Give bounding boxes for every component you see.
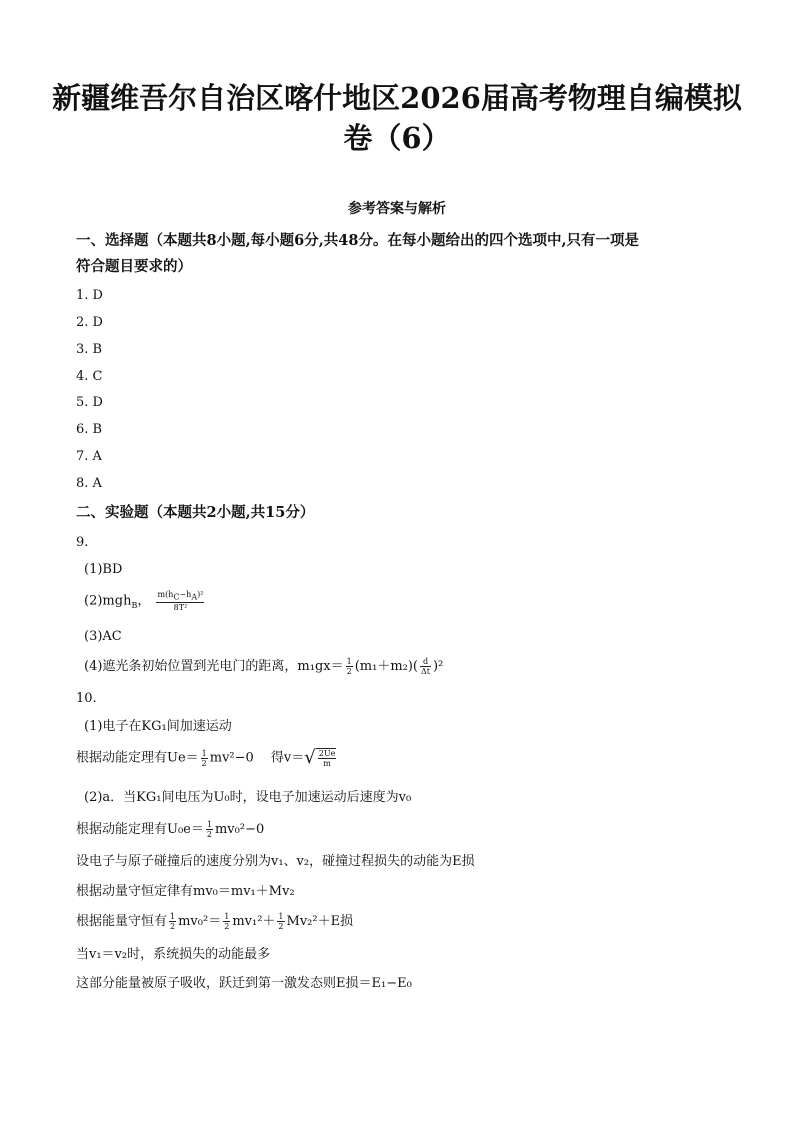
q9-part1: (1)BD [84, 562, 123, 577]
fraction-half: $\frac{1}{2}$ [224, 912, 230, 931]
q10-line3: (2)a．当KG₁间电压为U₀时，设电子加速运动后速度为v₀ [84, 790, 412, 805]
answer-3: 3. B [76, 342, 103, 357]
q9-part2 [84, 590, 206, 615]
section1-heading-line2: 符合题目要求的） [76, 258, 192, 275]
q9-part2-prefix: (2)mgh [84, 593, 132, 609]
answer-5: 5. D [76, 395, 103, 410]
q10-line9: 这部分能量被原子吸收，跃迁到第一激发态则E损＝E₁−E₀ [76, 976, 412, 991]
section1-heading [76, 228, 726, 280]
fraction-half: $\frac{1}{2}$ [201, 748, 207, 768]
q9-part4-end: )² [433, 659, 444, 674]
answer-1: 1. D [76, 288, 103, 303]
fraction-half: $\frac{1}{2}$ [170, 912, 176, 931]
fraction-half: $\frac{1}{2}$ [206, 820, 212, 839]
q10-line2: 根据动能定理有Ue＝ $\frac{1}{2}$ mv²−0 得v＝√ $\frac{2Ue}{m}$ [76, 747, 336, 768]
q9-part2-fraction [156, 590, 204, 612]
q9-part3: (3)AC [84, 629, 122, 644]
question-10-number: 10. [76, 691, 97, 706]
answer-8: 8. A [76, 476, 102, 491]
q10-line8: 当v₁＝v₂时，系统损失的动能最多 [76, 947, 271, 962]
fraction-half: $\frac{1}{2}$ [278, 912, 284, 931]
q9-part4-mid: (m₁＋m₂)( [354, 659, 418, 674]
q10-line1: (1)电子在KG₁间加速运动 [84, 719, 232, 734]
sqrt-content: $\frac{2Ue}{m}$ [316, 748, 337, 768]
q9-part4-fraction-velocity: $\frac{d}{\Delta t}$ [421, 657, 430, 676]
section2-heading: 二、实验题（本题共2小题,共15分） [76, 504, 315, 521]
answer-6: 6. B [76, 422, 103, 437]
answer-2: 2. D [76, 315, 103, 330]
q10-line4: 根据动能定理有U₀e＝ $\frac{1}{2}$ mv₀²−0 [76, 820, 265, 839]
q9-part2-comma: ， [137, 593, 151, 609]
q10-line5: 设电子与原子碰撞后的速度分别为v₁、v₂，碰撞过程损失的动能为E损 [76, 854, 475, 869]
sqrt-symbol: √ [304, 747, 316, 768]
answer-key-subtitle: 参考答案与解析 [348, 201, 446, 217]
section1-heading-line1: 一、选择题（本题共8小题,每小题6分,共48分。在每小题给出的四个选项中,只有一项是 [76, 232, 639, 249]
document-title-line1: 新疆维吾尔自治区喀什地区2026届高考物理自编模拟 [52, 81, 742, 115]
q9-part4 [84, 657, 443, 676]
fraction-numerator: $m(h_C-h_A)^2$ [157, 590, 204, 602]
q10-line6: 根据动量守恒定律有mv₀＝mv₁＋Mv₂ [76, 884, 295, 899]
q10-line7: 根据能量守恒有 $\frac{1}{2}$ mv₀²＝ $\frac{1}{2}$ mv₁²＋ $\frac{1}{2}$ Mv₂²＋E损 [76, 912, 354, 931]
q9-part4-fraction-half: $\frac{1}{2}$ [346, 657, 352, 676]
fraction-denominator: 8T² [173, 602, 188, 612]
q9-part2-sub: B [131, 600, 138, 610]
q9-part4-text: (4)遮光条初始位置到光电门的距离，m₁gx＝ [84, 659, 344, 674]
document-title-line2: 卷（6） [343, 121, 451, 155]
answer-4: 4. C [76, 369, 103, 384]
answer-7: 7. A [76, 449, 102, 464]
question-9-number: 9. [76, 535, 89, 550]
